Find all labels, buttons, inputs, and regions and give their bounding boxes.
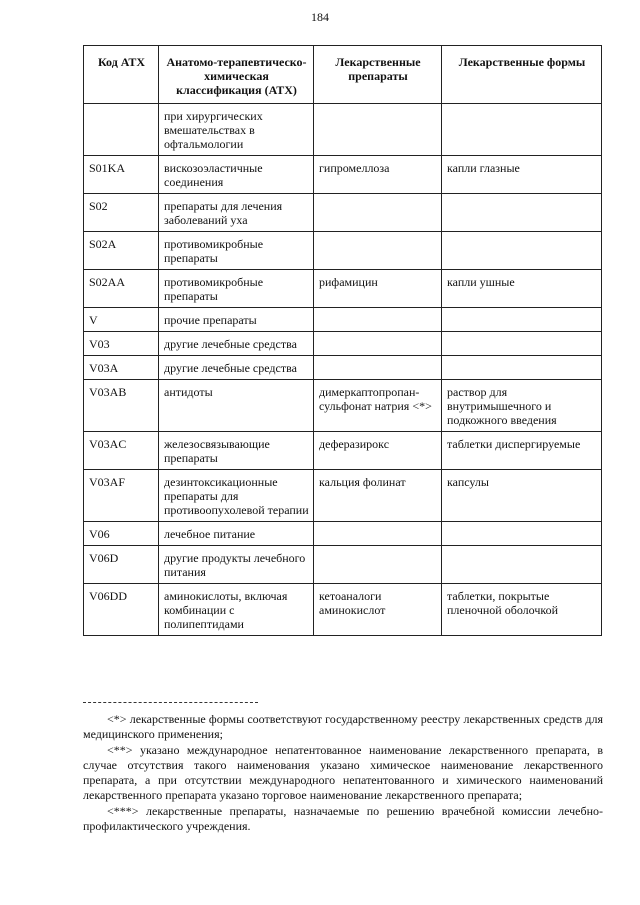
atx-code-cell: S02AA [84,270,159,308]
drug-cell: деферазирокс [314,432,442,470]
table-row [84,356,602,380]
form-cell [442,522,602,546]
form-cell [442,332,602,356]
atx-code-cell [84,104,159,156]
form-cell: капли ушные [442,270,602,308]
atx-code-cell: V06DD [84,584,159,636]
atx-code-cell: V03AB [84,380,159,432]
classification-cell: препараты для лечения заболеваний уха [159,194,314,232]
drug-cell: гипромеллоза [314,156,442,194]
table-row [84,522,602,546]
footnote-inn: <**> указано международное непатентованное наименование лекарственного препарата, в случае отсутствия такого наименования указано химическое наименование лекарственного препарата, а при отсутствии международного непатентованного и химического наименований лекарственного препарата указано торговое наименование лекарственного препарата; [83,743,603,802]
classification-cell: при хирургических вмешательствах в офтальмологии [159,104,314,156]
table-row [84,156,602,194]
form-cell: капсулы [442,470,602,522]
drug-cell [314,308,442,332]
footnote-commission: <***> лекарственные препараты, назначаемые по решению врачебной комиссии лечебно-профилактического учреждения. [83,804,603,833]
table-row [84,308,602,332]
form-cell [442,546,602,584]
page-number: 184 [311,10,329,24]
form-cell [442,356,602,380]
footnotes [83,702,603,835]
atx-code-cell: V03AF [84,470,159,522]
form-cell [442,232,602,270]
drug-cell: кетоаналоги аминокислот [314,584,442,636]
drug-cell [314,104,442,156]
atx-code-cell: S02A [84,232,159,270]
atx-code-cell: V03 [84,332,159,356]
table-row [84,270,602,308]
table-row [84,584,602,636]
table-row [84,194,602,232]
table-row [84,104,602,156]
atx-code-cell: S01KA [84,156,159,194]
header-atx-code: Код АТХ [84,46,159,104]
drug-cell: кальция фолинат [314,470,442,522]
classification-cell: вискозоэластичные соединения [159,156,314,194]
drug-cell [314,356,442,380]
atx-code-cell: V06D [84,546,159,584]
form-cell: капли глазные [442,156,602,194]
classification-cell: противомикробные препараты [159,232,314,270]
atx-code-cell: V03A [84,356,159,380]
classification-cell: антидоты [159,380,314,432]
form-cell [442,308,602,332]
drug-cell [314,546,442,584]
drug-cell [314,194,442,232]
drug-cell: димеркаптопропан-сульфонат натрия <*> [314,380,442,432]
atx-code-cell: V [84,308,159,332]
classification-cell: другие лечебные средства [159,332,314,356]
classification-cell: аминокислоты, включая комбинации с полипептидами [159,584,314,636]
classification-cell: прочие препараты [159,308,314,332]
table-row [84,470,602,522]
table-row [84,380,602,432]
form-cell: раствор для внутримышечного и подкожного введения [442,380,602,432]
classification-cell: дезинтоксикационные препараты для противоопухолевой терапии [159,470,314,522]
drug-cell [314,522,442,546]
table-header-row [84,46,602,104]
classification-cell: противомикробные препараты [159,270,314,308]
table-row [84,432,602,470]
header-drugs: Лекарственные препараты [314,46,442,104]
classification-cell: другие продукты лечебного питания [159,546,314,584]
table-row [84,332,602,356]
atx-code-cell: S02 [84,194,159,232]
table-row [84,546,602,584]
footnote-dosage-forms: <*> лекарственные формы соответствуют государственному реестру лекарственных средств для медицинского применения; [83,712,603,741]
classification-cell: другие лечебные средства [159,356,314,380]
drug-cell [314,332,442,356]
form-cell [442,104,602,156]
atx-code-cell: V06 [84,522,159,546]
form-cell: таблетки, покрытые пленочной оболочкой [442,584,602,636]
table-row [84,232,602,270]
atx-code-cell: V03AC [84,432,159,470]
header-atx-classification: Анатомо-терапевтическо-химическая классификация (АТХ) [159,46,314,104]
atx-table [83,45,602,636]
classification-cell: железосвязывающие препараты [159,432,314,470]
drug-cell: рифамицин [314,270,442,308]
footnote-divider [83,702,258,703]
classification-cell: лечебное питание [159,522,314,546]
header-dosage-forms: Лекарственные формы [442,46,602,104]
drug-cell [314,232,442,270]
form-cell: таблетки диспергируемые [442,432,602,470]
form-cell [442,194,602,232]
